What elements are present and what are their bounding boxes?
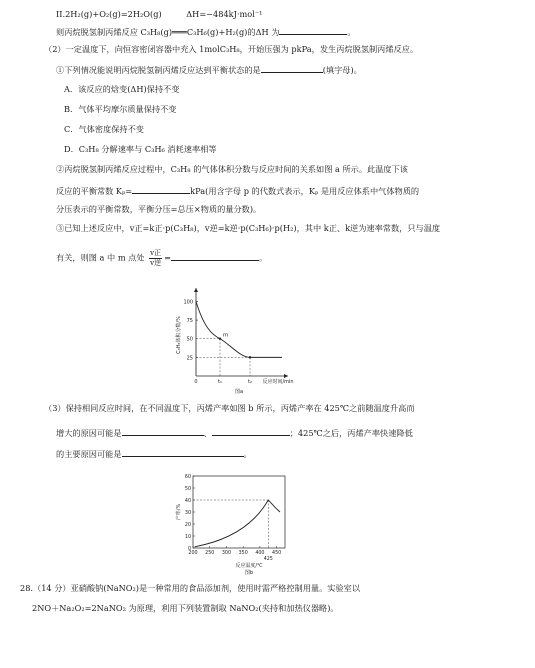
y-tick-label: 60 [184, 474, 191, 480]
y-tick-label: 10 [184, 534, 191, 540]
sub2-line-2 [56, 185, 419, 197]
series-curve [195, 500, 280, 547]
fraction-denominator: v逆 [150, 259, 162, 267]
x-tick-label: t₂ [248, 379, 252, 385]
question-1-deltaH [56, 26, 356, 38]
chart-b [165, 470, 315, 575]
x-tick-label: 450 [272, 551, 282, 556]
sub1-end: (填字母)。 [322, 65, 362, 75]
x-tick-label: t₁ [218, 379, 222, 385]
x-tick-label: 200 [188, 551, 198, 556]
x-tick-label: 300 [221, 551, 232, 556]
question-2-intro: （2）一定温度下，向恒容密闭容器中充入 1molC₃H₈，开始压强为 pkPa，发生丙烷脱氢制丙烯反应。 [44, 44, 419, 54]
y-tick-label: 50 [186, 336, 193, 343]
q3-main-reason-prefix: 的主要原因可能是 [56, 449, 122, 459]
question-3-line-3 [56, 448, 252, 460]
x-tick-label: 400 [255, 551, 265, 556]
sub3-line-1: ③已知上述反应中，v正=k正·p(C₃H₈)，v逆=k逆·p(C₃H₆)·p(H₂)，其中 k正、k逆为速率常数，只与温度 [56, 223, 441, 233]
answer-blank-ratio[interactable] [171, 252, 259, 261]
sub1-text: ①下列情况能说明丙烷脱氢制丙烯反应达到平衡状态的是 [56, 65, 261, 75]
question-28-line-1: 28.（14 分）亚硝酸钠(NaNO₂)是一种常用的食品添加剂，使用时需严格控制用量。实验室以 [20, 583, 361, 593]
y-tick-label: 30 [184, 510, 191, 516]
y-axis-label: 产率/% [176, 503, 182, 521]
x-axis-arrow [284, 374, 288, 378]
q3-separator: 、 [203, 428, 212, 438]
option-d: D．C₃H₈ 分解速率与 C₃H₆ 消耗速率相等 [64, 144, 217, 154]
x-tick-label: 250 [205, 551, 215, 556]
question-1-text: 则丙烷脱氢制丙烯反应 C₃H₈(g)═══C₃H₆(g)+H₂(g)的ΔH 为 [56, 27, 280, 37]
x-tick-label: 350 [238, 551, 248, 556]
y-axis-arrow [194, 288, 198, 292]
point-m-label: m [223, 332, 229, 339]
answer-blank-kp[interactable] [132, 185, 190, 194]
answer-blank-reason-2[interactable] [212, 427, 290, 436]
question-3-line-1: （3）保持相同反应时间，在不同温度下，丙烯产率如图 b 所示，丙烯产率在 425℃之前随温度升高而 [44, 403, 415, 413]
q3-after-425: ；425℃之后，丙烯产率快速降低 [289, 428, 413, 438]
fraction-numerator: v正 [150, 249, 162, 257]
point-equilibrium [249, 356, 251, 358]
option-b: B．气体平均摩尔质量保持不变 [64, 104, 177, 114]
sub3-prefix: 有关，则图 a 中 m 点处 [56, 252, 145, 263]
y-tick-label: 40 [184, 498, 191, 504]
equation-ii-enthalpy: ΔH=−484kJ·mol⁻¹ [186, 9, 263, 19]
question-3-line-2 [56, 427, 413, 439]
sub2-kp-rest: kPa(用含字母 p 的代数式表示，Kₚ 是用反应体系中气体物质的 [190, 186, 420, 196]
peak-x-label: 425 [263, 557, 273, 562]
equation-ii-text: II.2H₂(g)+O₂(g)=2H₂O(g) [56, 9, 162, 19]
q3-reason-prefix: 增大的原因可能是 [56, 428, 122, 438]
rate-ratio-fraction [149, 249, 162, 268]
y-tick-label: 100 [183, 299, 193, 306]
question-2-sub1 [56, 64, 362, 76]
answer-blank-reason-1[interactable] [122, 427, 204, 436]
sub2-line-1: ②丙烷脱氢制丙烯反应过程中，C₃H₈ 的气体体积分数与反应时间的关系如图 a 所示。此温度下该 [56, 164, 408, 174]
series-curve [196, 301, 282, 357]
option-a: A．该反应的焓变(ΔH)保持不变 [64, 84, 180, 94]
sub3-line-2 [56, 249, 267, 268]
answer-blank-deltaH[interactable] [279, 26, 347, 35]
sub2-kp-label: 反应的平衡常数 Kₚ= [56, 186, 133, 196]
sub3-equals: = [164, 252, 172, 263]
equation-ii [56, 10, 262, 20]
y-tick-label: 25 [186, 355, 193, 362]
y-tick-label: 50 [184, 486, 191, 492]
sub2-line-3: 分压表示的平衡常数，平衡分压=总压×物质的量分数)。 [56, 204, 262, 214]
x-axis-label: 反应温度/℃ [235, 563, 263, 569]
chart-a [160, 280, 310, 400]
sub3-end: 。 [259, 252, 268, 263]
question-1-end: 。 [347, 27, 356, 37]
point-m [219, 338, 221, 340]
chart-caption: 图a [234, 389, 244, 395]
plot-frame [193, 476, 285, 548]
y-tick-label: 0 [187, 546, 191, 552]
chart-caption: 图b [244, 570, 254, 575]
x-tick-label: 0 [194, 379, 198, 385]
q3-end: 。 [243, 449, 252, 459]
answer-blank-main-reason[interactable] [122, 448, 244, 457]
y-tick-label: 75 [186, 318, 193, 325]
y-tick-label: 20 [184, 522, 191, 528]
x-axis-label: 反应时间/min [262, 379, 294, 385]
answer-blank-equilibrium[interactable] [261, 64, 323, 73]
question-28-line-2: 2NO＋Na₂O₂=2NaNO₂ 为原理，利用下列装置制取 NaNO₂(夹持和加热仪器略)。 [32, 603, 339, 613]
y-axis-label: C₃H₈体积分数/% [176, 316, 182, 354]
option-c: C．气体密度保持不变 [64, 124, 144, 134]
